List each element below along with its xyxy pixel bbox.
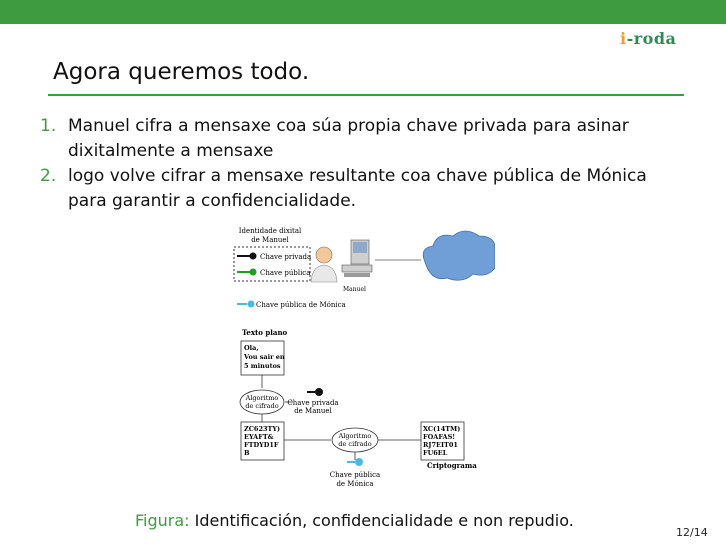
ciphertext-line: RJ7EIT01 — [423, 441, 458, 449]
page-number: 12/14 — [676, 526, 708, 539]
ciphertext-line: FU6EL — [423, 449, 448, 457]
list-item — [40, 114, 690, 164]
manuel-private-key-icon — [307, 388, 323, 396]
internet-cloud-icon — [423, 231, 495, 280]
algorithm-label: Algoritmo — [245, 394, 279, 402]
list-item — [40, 164, 690, 214]
private-key-label: Chave privada — [260, 253, 312, 261]
encryption-diagram — [225, 222, 495, 497]
manuel-private-key-sublabel: de Manuel — [294, 407, 332, 415]
monica-public-key-sublabel: de Mónica — [336, 480, 374, 488]
identity-subtitle: de Manuel — [251, 236, 289, 244]
public-key-icon — [237, 269, 257, 276]
computer-icon — [342, 240, 372, 277]
ciphertext-line: ZC623TY) — [244, 425, 281, 433]
monica-public-key-label: Chave pública — [329, 471, 381, 479]
ciphertext-line: XC(14TM) — [423, 425, 461, 433]
private-key-icon — [237, 253, 257, 260]
top-bar — [0, 0, 726, 24]
list-text: Manuel cifra a mensaxe coa súa propia chave privada para asinar dixitalmente a mensaxe — [68, 116, 629, 161]
plaintext-line: Vou sair en — [244, 353, 285, 361]
person-icon — [311, 247, 337, 282]
list-number: 2. — [40, 166, 57, 186]
i-roda-logo: i-roda — [620, 29, 677, 48]
plaintext-title: Texto plano — [242, 328, 288, 337]
public-key-label: Chave pública — [260, 269, 311, 277]
manuel-private-key-label: Chave privada — [287, 399, 339, 407]
algorithm-label: de cifrado — [338, 440, 372, 448]
caption-text: Identificación, confidencialidade e non repudio. — [194, 511, 574, 530]
list-number: 1. — [40, 116, 57, 136]
numbered-list — [40, 114, 690, 214]
caption-label: Figura: — [135, 511, 190, 530]
plaintext-line: 5 minutos — [244, 362, 281, 370]
ciphertext-line: EYAFT& — [244, 433, 274, 441]
algorithm-label: Algoritmo — [338, 432, 372, 440]
monica-key-icon — [237, 301, 255, 308]
identity-title: Identidade dixital — [238, 227, 302, 235]
slide-title: Agora queremos todo. — [53, 59, 310, 85]
ciphertext-title: Criptograma — [427, 461, 477, 470]
plaintext-line: Ola, — [244, 344, 259, 352]
ciphertext-line: FTDYD1F — [244, 441, 279, 449]
algorithm-label: de cifrado — [245, 402, 279, 410]
figure-caption — [135, 511, 574, 530]
monica-key-label: Chave pública de Mónica — [256, 301, 346, 309]
ciphertext-line: FOAFAS! — [423, 433, 456, 441]
person-name: Manuel — [343, 286, 366, 293]
ciphertext-line: B — [244, 449, 250, 457]
title-rule — [48, 94, 684, 96]
list-text: logo volve cifrar a mensaxe resultante coa chave pública de Mónica para garantir a confidencialidade. — [68, 166, 647, 211]
